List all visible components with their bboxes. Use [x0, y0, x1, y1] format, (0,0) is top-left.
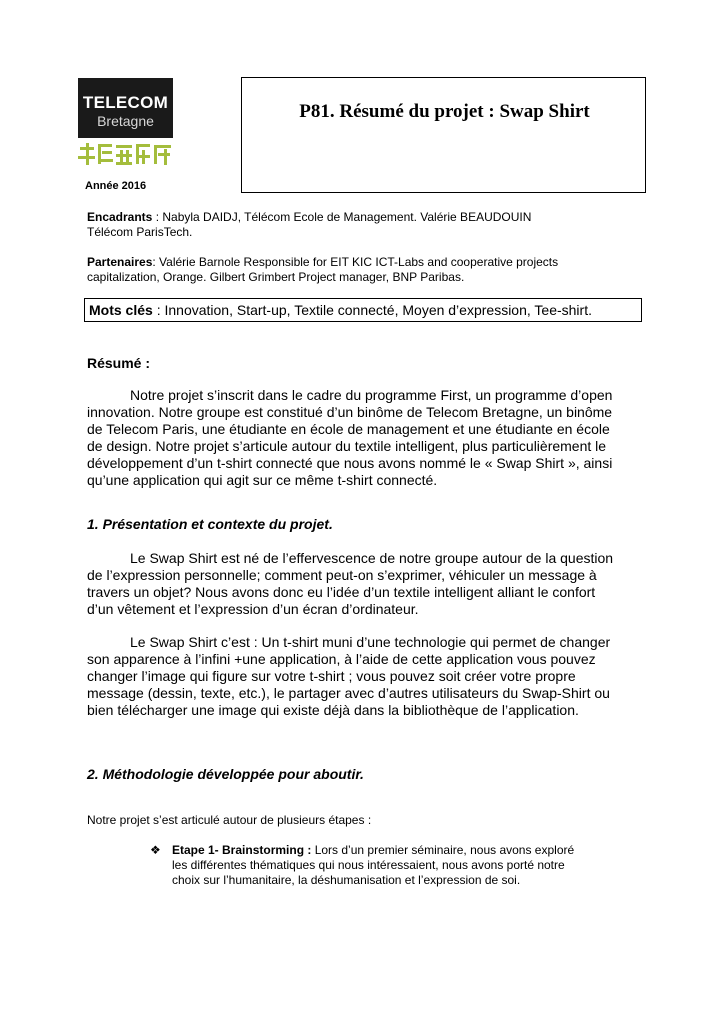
section1-line: bien télécharger une image qui existe déjà dans la bibliothèque de l’application. [87, 702, 579, 718]
resume-line: développement d’un t-shirt connecté que nous avons nommé le « Swap Shirt », ainsi [87, 455, 613, 471]
encadrants-label: Encadrants [87, 210, 153, 224]
page-title: P81. Résumé du projet : Swap Shirt [299, 101, 590, 122]
step1-text-line2: les différentes thématiques qui nous intéressaient, nous avons porté notre [172, 858, 565, 872]
diamond-bullet-icon: ❖ [150, 843, 161, 857]
section1-paragraph1 [87, 550, 647, 618]
section1-line: changer l’image qui figure sur votre t-shirt ; vous pouvez soit créer votre propre [87, 668, 576, 684]
telecom-bretagne-logo [78, 78, 173, 138]
keywords-box [84, 298, 642, 322]
step1-text-line3: choix sur l’humanitaire, la déshumanisation et l’expression de soi. [172, 873, 521, 887]
section1-heading: 1. Présentation et contexte du projet. [87, 516, 333, 532]
resume-paragraph [87, 387, 647, 489]
partenaires-label: Partenaires [87, 255, 153, 269]
section1-line: d’un vêtement et l’expression d’un écran d’ordinateur. [87, 601, 419, 617]
step1-label: Etape 1- Brainstorming : [172, 843, 312, 857]
encadrants-text: : Nabyla DAIDJ, Télécom Ecole de Management. Valérie BEAUDOUIN [152, 210, 532, 224]
resume-heading: Résumé : [87, 355, 151, 371]
title-box [241, 77, 646, 193]
resume-line: de design. Notre projet s’articule autour du textile intelligent, plus particulièrement le [87, 438, 607, 454]
encadrants-block [87, 210, 647, 240]
section1-line: son apparence à l’infini +une application, à l’aide de cette application vous pouvez [87, 651, 596, 667]
section1-line: Le Swap Shirt est né de l’effervescence de notre groupe autour de la question [130, 550, 614, 566]
logo-line2: Bretagne [97, 113, 154, 129]
section1-line: travers un objet? Nous avons donc eu l’idée d’un textile intelligent alliant le confort [87, 584, 596, 600]
section1-paragraph2 [87, 634, 647, 719]
section2-heading: 2. Méthodologie développée pour aboutir. [87, 766, 364, 782]
section1-line: Le Swap Shirt c’est : Un t-shirt muni d’une technologie qui permet de changer [130, 634, 611, 650]
keywords-label: Mots clés [89, 302, 153, 318]
step1-item [172, 843, 642, 888]
section1-line: message (dessin, texte, etc.), le partager avec d’autres utilisateurs du Swap-Shirt ou [87, 685, 610, 701]
partenaires-block [87, 255, 647, 285]
resume-line: de Telecom Paris, une étudiante en école de management et une étudiante en école [87, 421, 610, 437]
year-label: Année 2016 [85, 180, 147, 192]
resume-line: qu’une application qui agit sur ce même t-shirt connecté. [87, 472, 438, 488]
logo-glyphs-icon [78, 141, 173, 167]
section1-line: de l’expression personnelle; comment peut-on s’exprimer, véhiculer un message à [87, 567, 597, 583]
logo-line1: TELECOM [82, 93, 169, 112]
resume-line: Notre projet s’inscrit dans le cadre du programme First, un programme d’open [130, 387, 613, 403]
resume-line: innovation. Notre groupe est constitué d’un binôme de Telecom Bretagne, un binôme [87, 404, 613, 420]
step1-text: Lors d’un premier séminaire, nous avons exploré [311, 843, 575, 857]
encadrants-text-line2: Télécom ParisTech. [87, 225, 193, 239]
partenaires-text: : Valérie Barnole Responsible for EIT KIC ICT-Labs and cooperative projects [152, 255, 559, 269]
steps-intro: Notre projet s’est articulé autour de plusieurs étapes : [87, 813, 372, 827]
keywords-text: : Innovation, Start-up, Textile connecté, Moyen d’expression, Tee-shirt. [152, 302, 592, 318]
partenaires-text-line2: capitalization, Orange. Gilbert Grimbert Project manager, BNP Paribas. [87, 270, 465, 284]
